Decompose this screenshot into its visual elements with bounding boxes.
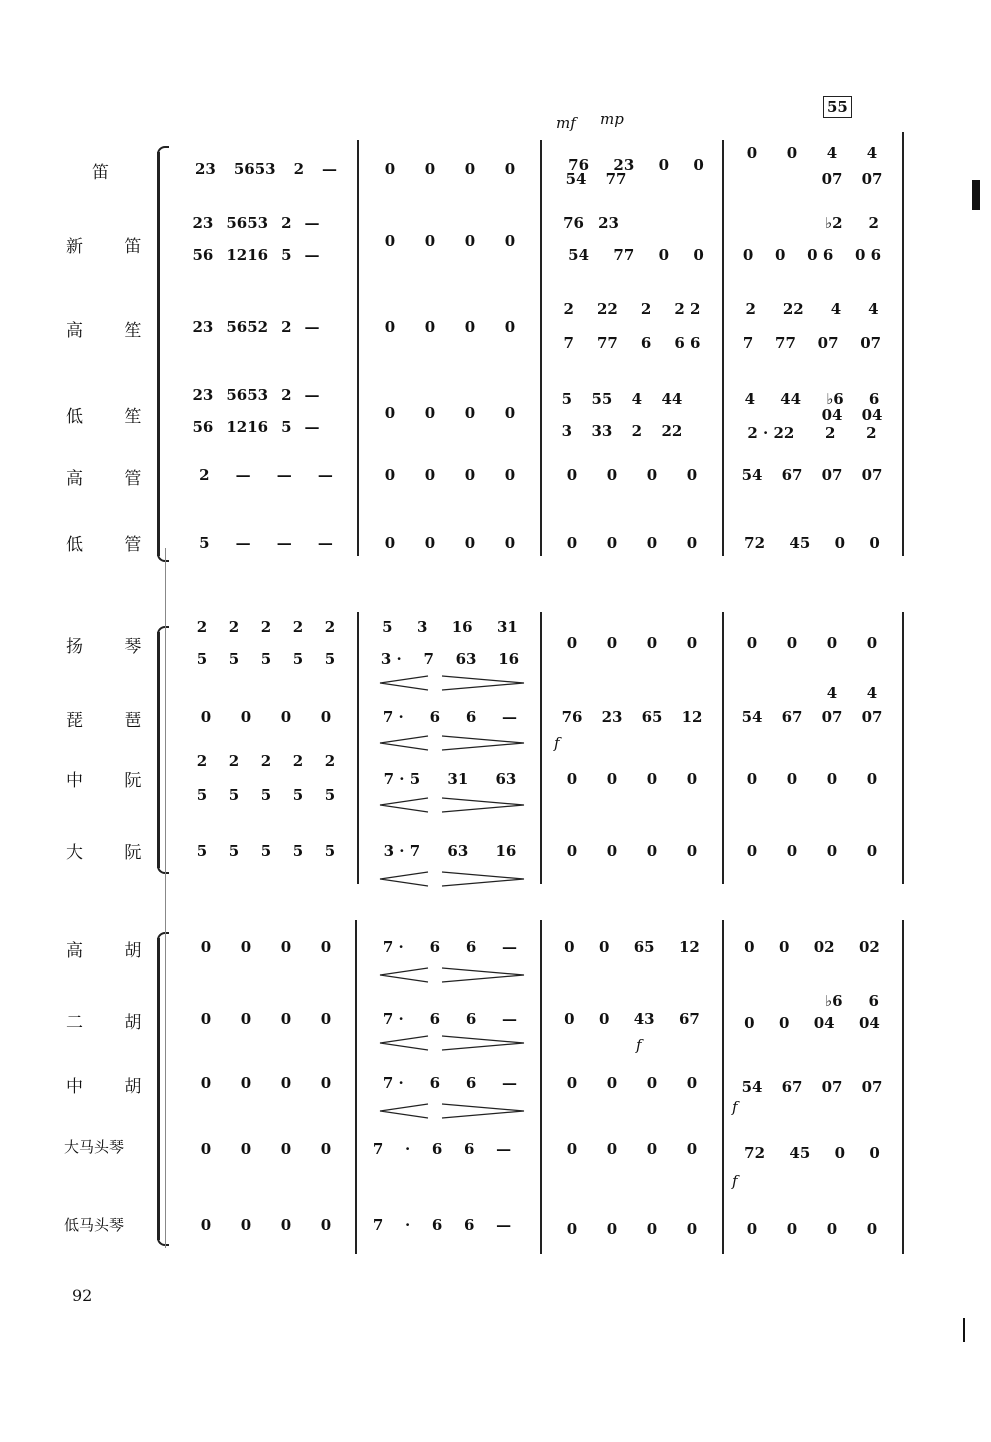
erhu-m1: 0 0 0 0 xyxy=(200,1010,332,1028)
di-m4-low: 07 07 xyxy=(821,170,883,188)
disheng-m1-hi: 23 5653 2 — xyxy=(192,386,320,404)
group-bracket-bowed xyxy=(157,938,160,1240)
barline-g3-2 xyxy=(540,920,542,1254)
instrument-label-diguan: 低 管 xyxy=(66,535,160,555)
instrument-label-di: 笛 xyxy=(92,163,127,183)
dimatouqin-m4: 0 0 0 0 xyxy=(746,1220,878,1238)
instrument-label-pipa: 琵 琶 xyxy=(66,711,160,731)
barline-g3-1 xyxy=(355,920,357,1254)
barline-g3-3 xyxy=(722,920,724,1254)
gaoguan-m2: 0 0 0 0 xyxy=(384,466,516,484)
erhu-m4: 0 0 04 04 xyxy=(744,1014,880,1032)
zhongruan-m4: 0 0 0 0 xyxy=(746,770,878,788)
damatouqin-m1: 0 0 0 0 xyxy=(200,1140,332,1158)
yangqin-m4: 0 0 0 0 xyxy=(746,634,878,652)
yangqin-m2-hi: 5 3 16 31 xyxy=(382,618,518,636)
hairpin-erhu xyxy=(378,1034,528,1052)
hairpin-zhonghu xyxy=(378,1102,528,1120)
zhongruan-m2: 7 · 5 31 63 xyxy=(383,770,517,788)
instrument-label-zhongruan: 中 阮 xyxy=(66,771,160,791)
disheng-m3-hi: 5 55 4 44 xyxy=(561,390,683,408)
pipa-m1: 0 0 0 0 xyxy=(200,708,332,726)
gaoguan-m3: 0 0 0 0 xyxy=(566,466,698,484)
diguan-m1: 5 — — — xyxy=(199,534,333,552)
instrument-label-erhu: 二 胡 xyxy=(66,1013,160,1033)
dynamic-mp: mp xyxy=(600,110,624,128)
barline-g2-3 xyxy=(722,612,724,884)
xindi-m4-lo: 0 0 0 6 0 6 xyxy=(742,246,882,264)
gaosheng-m4-lo: 7 77 07 07 xyxy=(742,334,882,352)
barline-g3-4 xyxy=(902,920,904,1254)
di-m3-low: 54 77 xyxy=(565,170,627,188)
zhongruan-m1-hi: 2 2 2 2 2 xyxy=(196,752,336,770)
xindi-m1-hi: 23 5653 2 — xyxy=(192,214,320,232)
pipa-m4-hi: 4 4 xyxy=(826,684,878,702)
barline-g1-4 xyxy=(902,132,904,556)
instrument-label-xindi: 新 笛 xyxy=(66,237,160,257)
yangqin-m2-lo: 3 · 7 63 16 xyxy=(380,650,520,668)
damatouqin-m3: 0 0 0 0 xyxy=(566,1140,698,1158)
barline-g2-1 xyxy=(357,612,359,884)
instrument-label-disheng: 低 笙 xyxy=(66,407,160,427)
disheng-m1-lo: 56 1216 5 — xyxy=(192,418,320,436)
instrument-label-gaosheng: 高 笙 xyxy=(66,321,160,341)
xindi-m2: 0 0 0 0 xyxy=(384,232,516,250)
disheng-m3-lo: 3 33 2 22 xyxy=(561,422,683,440)
xindi-m1-lo: 56 1216 5 — xyxy=(192,246,320,264)
gaosheng-m3-lo: 7 77 6 6 6 xyxy=(563,334,701,352)
page-edge-mark xyxy=(972,180,980,210)
gaosheng-m3-hi: 2 22 2 2 2 xyxy=(563,300,701,318)
zhonghu-m2: 7 · 6 6 — xyxy=(382,1074,518,1092)
pipa-m4: 54 67 07 07 xyxy=(741,708,883,726)
yangqin-m1-lo: 5 5 5 5 5 xyxy=(196,650,336,668)
disheng-m4-hi: 4 44 ♭6 6 xyxy=(744,390,880,408)
xindi-m3-lo: 54 77 0 0 xyxy=(568,246,704,264)
zhonghu-m3: 0 0 0 0 xyxy=(566,1074,698,1092)
barline-g1-3 xyxy=(722,140,724,556)
erhu-dynamic-f: f xyxy=(636,1036,642,1054)
daruan-m1: 5 5 5 5 5 xyxy=(196,842,336,860)
xindi-m3-hi: 76 23 xyxy=(563,214,619,232)
diguan-m2: 0 0 0 0 xyxy=(384,534,516,552)
hairpin-daruan xyxy=(378,870,528,888)
instrument-label-gaoguan: 高 管 xyxy=(66,469,160,489)
zhongruan-m1-lo: 5 5 5 5 5 xyxy=(196,786,336,804)
di-m3: 76 23 0 0 xyxy=(568,156,704,174)
diguan-m3: 0 0 0 0 xyxy=(566,534,698,552)
gaohu-m2: 7 · 6 6 — xyxy=(382,938,518,956)
yangqin-m3: 0 0 0 0 xyxy=(566,634,698,652)
barline-g1-1 xyxy=(357,140,359,556)
gaohu-m1: 0 0 0 0 xyxy=(200,938,332,956)
instrument-label-dimatouqin: 低马头琴 xyxy=(64,1216,125,1234)
group-bracket-plucked xyxy=(157,632,160,868)
instrument-label-gaohu: 高 胡 xyxy=(66,941,160,961)
barline-g2-4 xyxy=(902,612,904,884)
pipa-dynamic-f: f xyxy=(554,734,560,752)
gaosheng-m4-hi: 2 22 4 4 xyxy=(745,300,879,318)
dynamic-mf: mf xyxy=(556,114,576,132)
daruan-m2: 3 · 7 63 16 xyxy=(383,842,517,860)
xindi-m4-hi: ♭2 2 xyxy=(825,214,879,232)
erhu-m2: 7 · 6 6 — xyxy=(382,1010,518,1028)
zhonghu-m4: 54 67 07 07 xyxy=(741,1078,883,1096)
pipa-m2: 7 · 6 6 — xyxy=(382,708,518,726)
rehearsal-mark: 55 xyxy=(823,96,852,118)
page-number: 92 xyxy=(72,1286,93,1305)
dimatouqin-m2: 7 · 6 6 — xyxy=(372,1216,512,1234)
pipa-m3: 76 23 65 12 xyxy=(561,708,703,726)
gaohu-m4: 0 0 02 02 xyxy=(744,938,880,956)
dimatouqin-m3: 0 0 0 0 xyxy=(566,1220,698,1238)
di-m4: 0 0 4 4 xyxy=(746,144,878,162)
disheng-m4-mid: 04 04 xyxy=(821,406,883,424)
hairpin-gaohu xyxy=(378,966,528,984)
hairpin-zhongruan xyxy=(378,796,528,814)
damatouqin-m4: 72 45 0 0 xyxy=(744,1144,880,1162)
gaoguan-m4: 54 67 07 07 xyxy=(741,466,883,484)
dimatouqin-m1: 0 0 0 0 xyxy=(200,1216,332,1234)
zhonghu-m1: 0 0 0 0 xyxy=(200,1074,332,1092)
barline-g1-2 xyxy=(540,140,542,556)
gaohu-m3: 0 0 65 12 xyxy=(564,938,700,956)
system-connector xyxy=(165,548,166,1248)
instrument-label-damatouqin: 大马头琴 xyxy=(64,1138,125,1156)
erhu-m4-hi: ♭6 6 xyxy=(825,992,879,1010)
instrument-label-yangqin: 扬 琴 xyxy=(66,637,160,657)
damatouqin-m2: 7 · 6 6 — xyxy=(372,1140,512,1158)
hairpin-yangqin xyxy=(378,674,528,692)
page-edge-line xyxy=(963,1318,965,1342)
di-m2: 0 0 0 0 xyxy=(384,160,516,178)
zhonghu-dynamic-f: f xyxy=(732,1098,738,1116)
daruan-m4: 0 0 0 0 xyxy=(746,842,878,860)
hairpin-pipa xyxy=(378,734,528,752)
di-m1: 23 5653 2 — xyxy=(194,160,337,178)
gaosheng-m1: 23 5652 2 — xyxy=(192,318,320,336)
gaosheng-m2: 0 0 0 0 xyxy=(384,318,516,336)
erhu-m3: 0 0 43 67 xyxy=(564,1010,700,1028)
disheng-m4-lo: 2 · 22 2 2 xyxy=(747,424,877,442)
group-bracket-winds xyxy=(157,152,160,556)
instrument-label-zhonghu: 中 胡 xyxy=(66,1077,160,1097)
diguan-m4: 72 45 0 0 xyxy=(744,534,880,552)
disheng-m2: 0 0 0 0 xyxy=(384,404,516,422)
instrument-label-daruan: 大 阮 xyxy=(66,843,160,863)
damatouqin-dynamic-f: f xyxy=(732,1172,738,1190)
yangqin-m1-hi: 2 2 2 2 2 xyxy=(196,618,336,636)
barline-g2-2 xyxy=(540,612,542,884)
gaoguan-m1: 2 — — — xyxy=(199,466,333,484)
daruan-m3: 0 0 0 0 xyxy=(566,842,698,860)
zhongruan-m3: 0 0 0 0 xyxy=(566,770,698,788)
